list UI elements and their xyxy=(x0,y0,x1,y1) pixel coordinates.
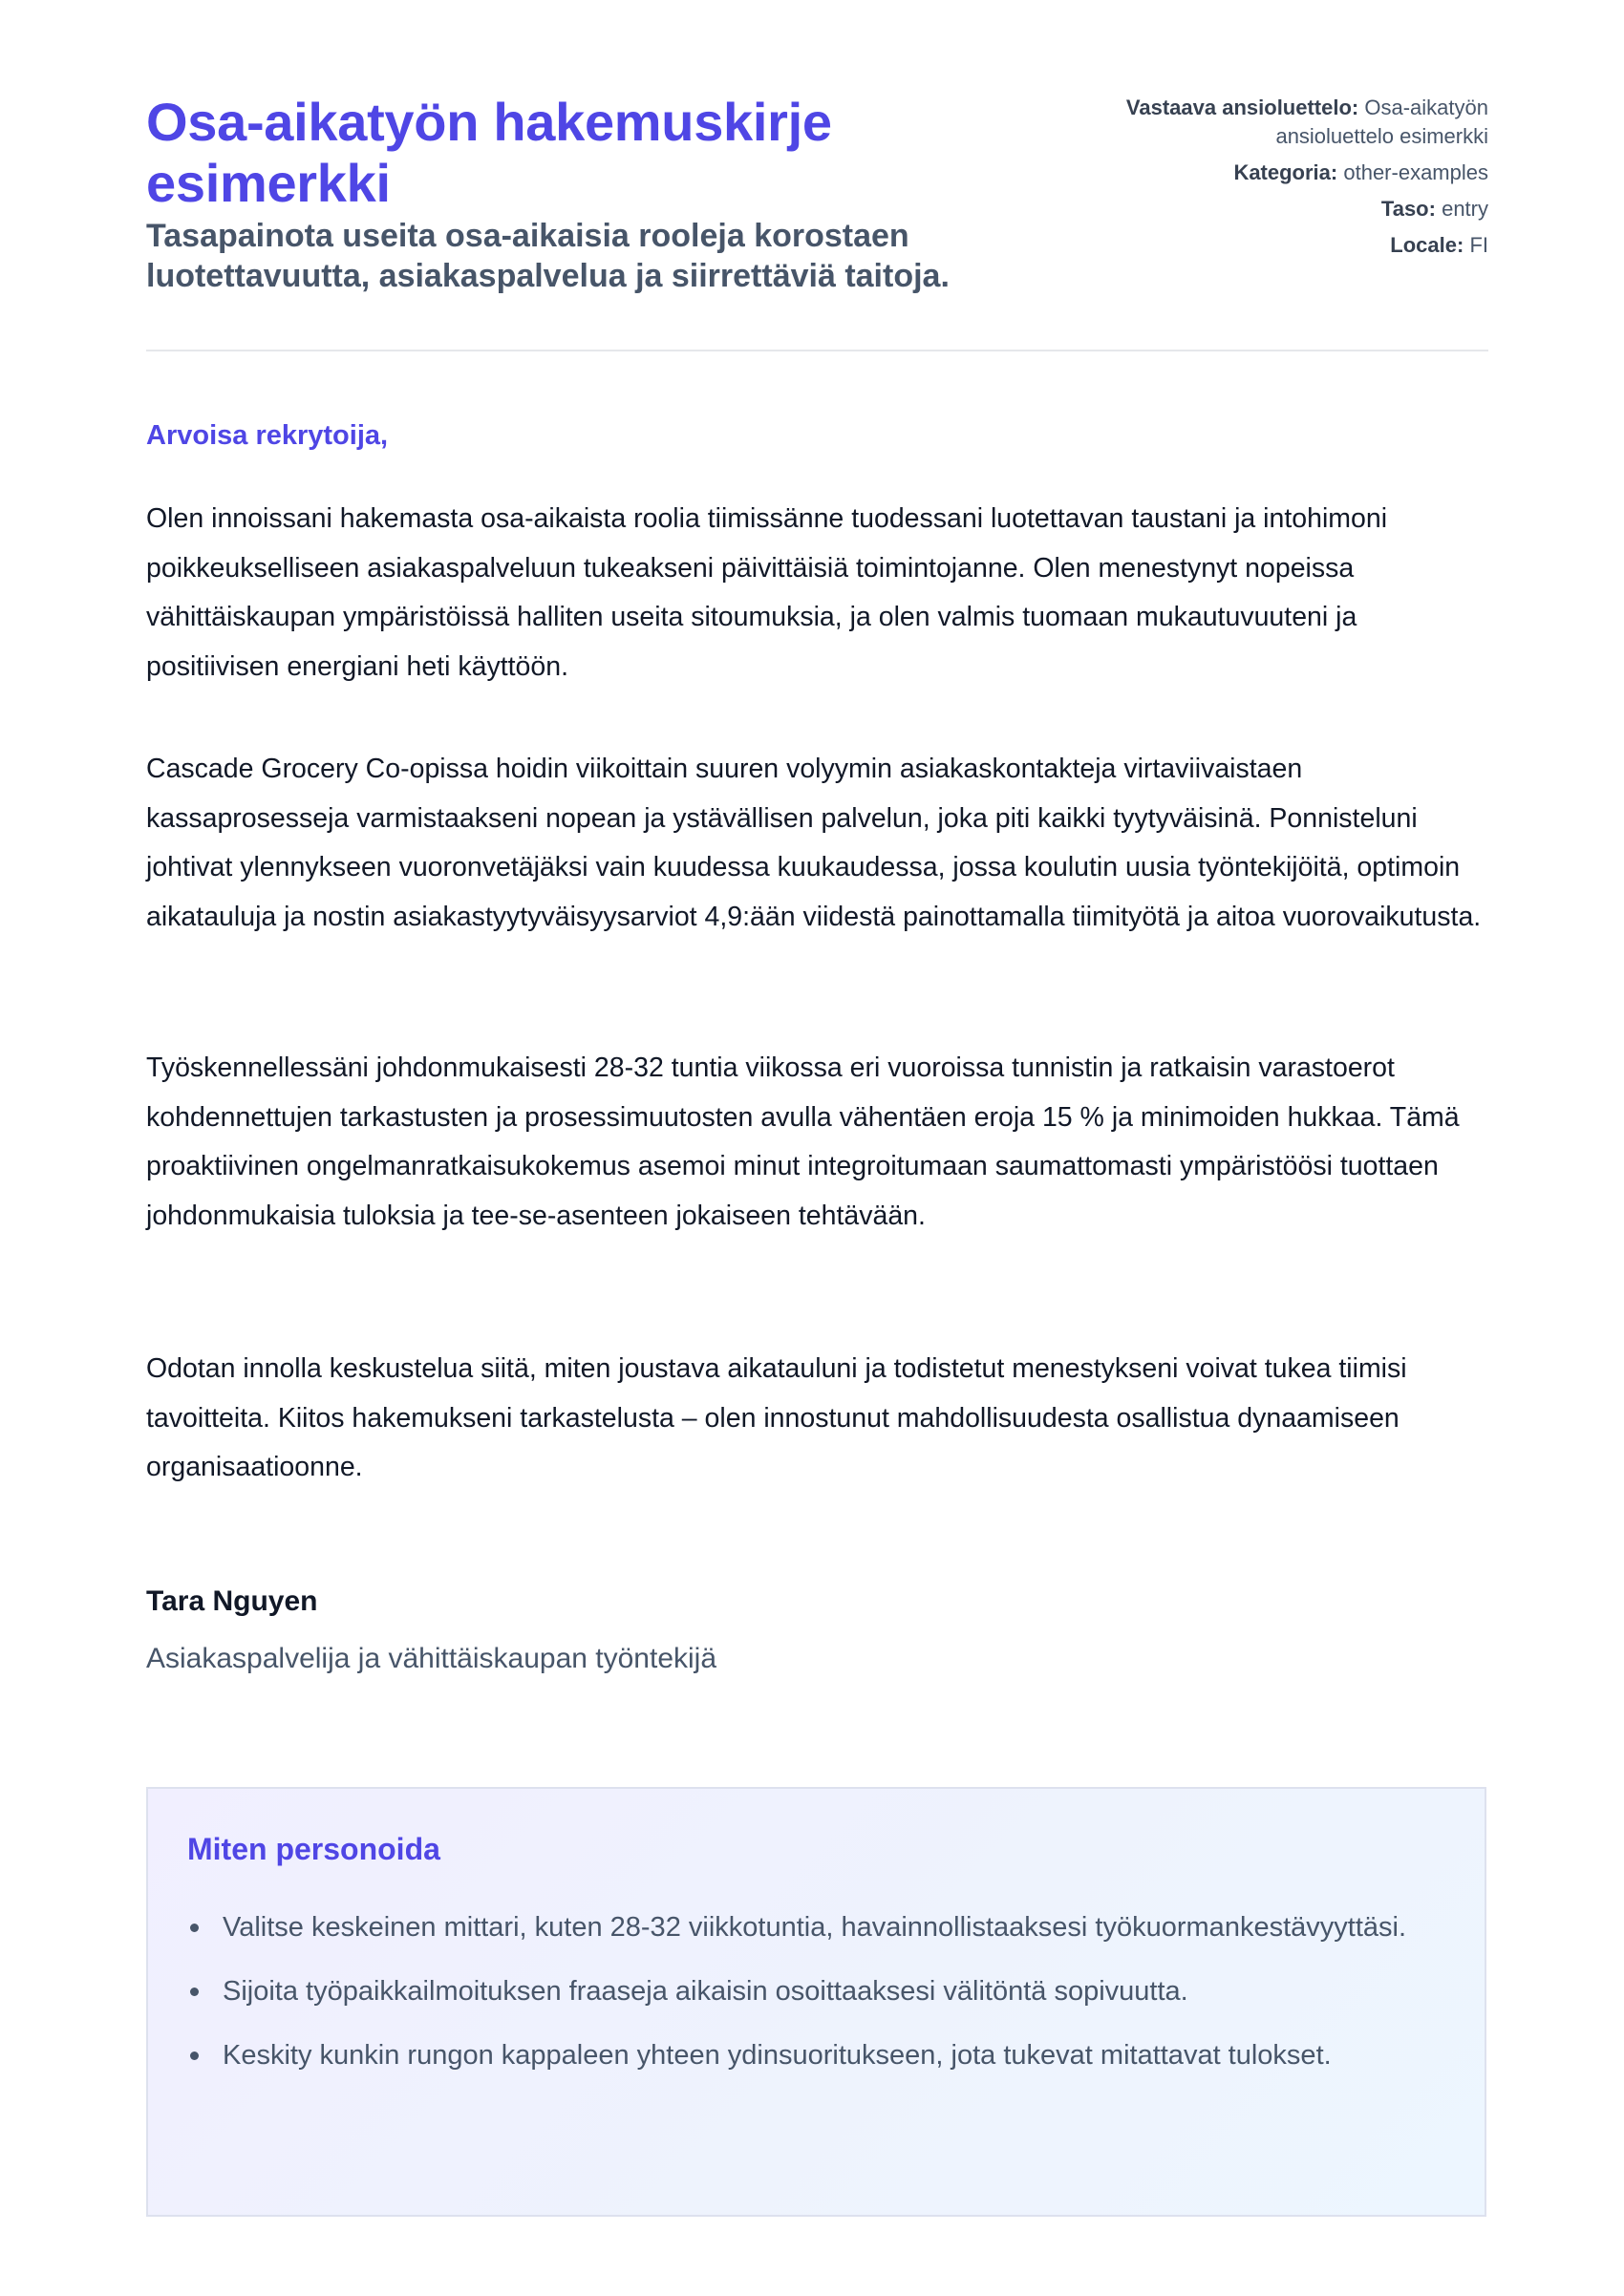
tip-item xyxy=(187,1967,1410,2016)
bullet-icon xyxy=(190,2052,199,2060)
meta-value: entry xyxy=(1442,197,1488,221)
tip-text: Keskity kunkin rungon kappaleen yhteen ydinsuoritukseen, jota tukevat mitattavat tulokset. xyxy=(223,2040,1332,2071)
meta-locale xyxy=(1087,231,1488,260)
meta-value: FI xyxy=(1469,233,1488,257)
page-title: Osa-aikatyön hakemuskirje esimerkki xyxy=(146,92,832,213)
tip-item xyxy=(187,1903,1410,1952)
meta-info xyxy=(1087,94,1488,267)
letter-paragraph: Työskennellessäni johdonmukaisesti 28-32 tuntia viikossa eri vuoroissa tunnistin ja ratkaisin varastoerot kohdennettujen tarkastusten ja prosessimuutosten avulla vähentäen eroja 15 % ja minimoiden hukkaa. Tämä proaktiivinen ongelmanratkaisukokemus asemoi minut integroitumaan saumattomasti ympäristöösi tuottaen johdonmukaisia tuloksia ja tee-se-asenteen jokaiseen tehtävään. xyxy=(146,1052,1460,1231)
tip-item xyxy=(187,2031,1410,2080)
page-subtitle: Tasapainota useita osa-aikaisia rooleja korostaen luotettavuutta, asiakaspalvelua ja siirrettäviä taitoja. xyxy=(146,218,950,294)
meta-level xyxy=(1087,195,1488,223)
letter-greeting: Arvoisa rekrytoija, xyxy=(146,420,389,451)
tip-text: Valitse keskeinen mittari, kuten 28-32 viikkotuntia, havainnollistaaksesi työkuormankestävyyttäsi. xyxy=(223,1912,1406,1943)
meta-matching-resume xyxy=(1087,94,1488,151)
signature-role: Asiakaspalvelija ja vähittäiskaupan työntekijä xyxy=(146,1643,717,1674)
meta-value: Osa-aikatyön ansioluettelo esimerkki xyxy=(1275,96,1488,148)
letter-paragraph: Cascade Grocery Co-opissa hoidin viikoittain suuren volyymin asiakaskontakteja virtaviivaistaen kassaprosesseja varmistaakseni nopean ja ystävällisen palvelun, joka piti kaikki tyytyväisinä. Ponnisteluni johtivat ylennykseen vuoronvetäjäksi vain kuudessa kuukaudessa, jossa koulutin uusia työntekijöitä, optimoin aikatauluja ja nostin asiakastyytyväisyysarviot 4,9:ään viidestä painottamalla tiimityötä ja aitoa vuorovaikutusta. xyxy=(146,754,1482,932)
tip-text: Sijoita työpaikkailmoituksen fraaseja aikaisin osoittaaksesi välitöntä sopivuutta. xyxy=(223,1976,1188,2007)
bullet-icon xyxy=(190,1988,199,1996)
meta-category xyxy=(1087,159,1488,187)
meta-key: Locale: xyxy=(1390,233,1464,257)
signature-name: Tara Nguyen xyxy=(146,1585,318,1617)
letter-paragraph: Olen innoissani hakemasta osa-aikaista roolia tiimissänne tuodessani luotettavan taustani ja intohimoni poikkeukselliseen asiakaspalveluun tukeakseni päivittäisiä toimintojanne. Olen menestynyt nopeissa vähittäiskaupan ympäristöissä halliten useita sitoumuksia, ja olen valmis tuomaan mukautuvuuteni ja positiivisen energiani heti käyttöön. xyxy=(146,503,1388,682)
meta-key: Kategoria: xyxy=(1233,160,1338,184)
cover-letter-page xyxy=(146,0,1488,2071)
bullet-icon xyxy=(190,1924,199,1932)
personalization-tips-box xyxy=(146,1787,1486,2217)
page-header xyxy=(146,0,1488,351)
tips-list xyxy=(187,1903,1410,2095)
meta-value: other-examples xyxy=(1343,160,1488,184)
meta-key: Vastaava ansioluettelo: xyxy=(1125,96,1359,119)
letter-paragraph: Odotan innolla keskustelua siitä, miten joustava aikatauluni ja todistetut menestykseni voivat tukea tiimisi tavoitteita. Kiitos hakemukseni tarkastelusta – olen innostunut mahdollisuudesta osallistua dynaamiseen organisaatioonne. xyxy=(146,1353,1407,1482)
meta-key: Taso: xyxy=(1380,197,1436,221)
tips-title: Miten personoida xyxy=(187,1832,440,1866)
